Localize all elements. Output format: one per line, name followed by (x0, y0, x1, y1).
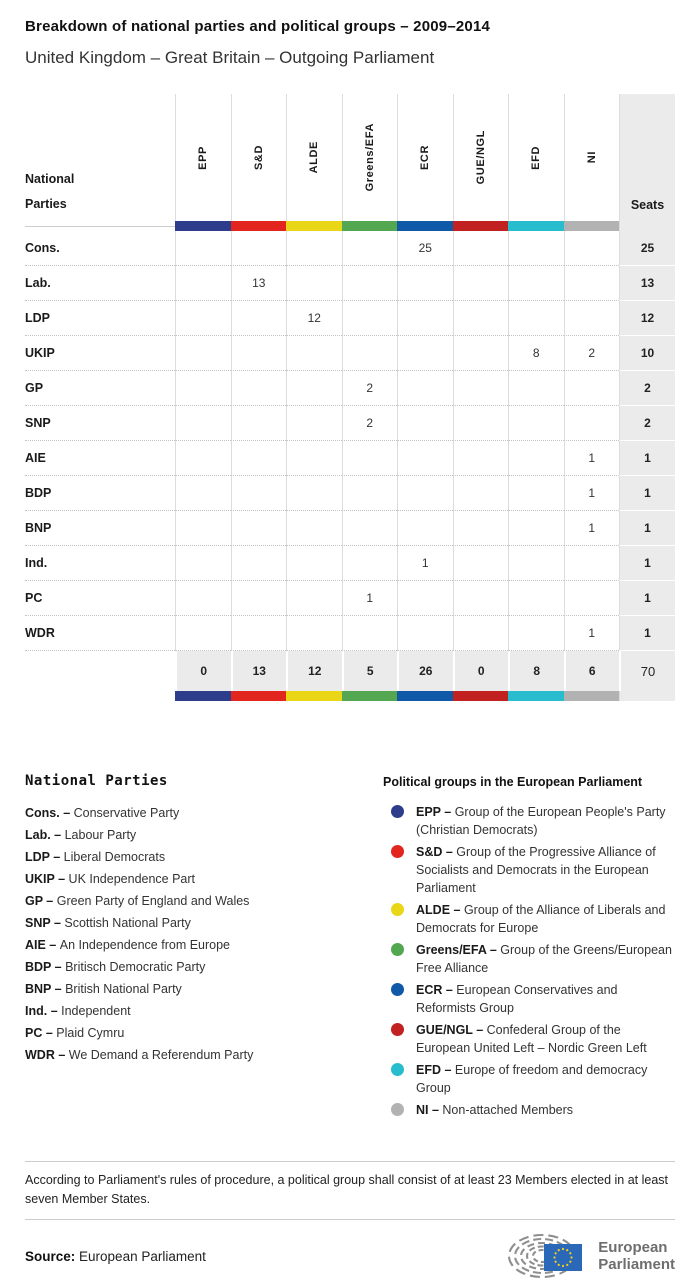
table-row (25, 581, 675, 616)
group-seat-cell (286, 371, 342, 406)
page-title: Breakdown of national parties and political groups – 2009–2014 (25, 18, 491, 35)
group-seat-cell (453, 511, 509, 546)
header-underline (25, 221, 175, 231)
party-label: Lab. (25, 266, 175, 301)
group-seat-cell (564, 301, 620, 336)
group-total-cell: 8 (508, 651, 564, 691)
footnote-text: According to Parliament's rules of procedure, a political group shall consist of at least 23 Members elected in at least seven Member States. (25, 1173, 668, 1206)
group-seat-cell (397, 266, 453, 301)
political-group-legend-item: Greens/EFA – Group of the Greens/European Free Alliance (383, 941, 675, 977)
group-seat-cell (342, 231, 398, 266)
seats-column-header: Seats (619, 94, 675, 221)
group-seat-cell (397, 616, 453, 651)
source-value: European Parliament (79, 1248, 206, 1264)
group-seat-cell (397, 406, 453, 441)
group-seat-cell: 1 (397, 546, 453, 581)
group-seat-cell (564, 371, 620, 406)
political-group-legend-item: NI – Non-attached Members (383, 1101, 675, 1119)
row-seats-total: 1 (619, 511, 675, 546)
party-label: WDR (25, 616, 175, 651)
group-seat-cell (286, 511, 342, 546)
group-column-header: GUE/NGL (453, 94, 509, 221)
group-seat-cell (175, 581, 231, 616)
group-color-bar (175, 221, 231, 231)
group-seat-cell: 2 (342, 406, 398, 441)
group-seat-cell: 12 (286, 301, 342, 336)
footnote-rule-bottom (25, 1219, 675, 1220)
group-seat-cell (453, 266, 509, 301)
group-color-dot (391, 1023, 404, 1036)
group-seat-cell (508, 441, 564, 476)
group-seat-cell (453, 581, 509, 616)
row-seats-total: 1 (619, 616, 675, 651)
party-label: BDP (25, 476, 175, 511)
group-seat-cell: 1 (564, 476, 620, 511)
group-seat-cell (175, 511, 231, 546)
table-row (25, 336, 675, 371)
group-color-bar (564, 691, 620, 701)
group-color-dot (391, 845, 404, 858)
row-seats-total: 10 (619, 336, 675, 371)
group-seat-cell (342, 301, 398, 336)
logo-wordmark: European Parliament (598, 1239, 675, 1273)
row-seats-total: 2 (619, 371, 675, 406)
party-label: LDP (25, 301, 175, 336)
group-column-header: EFD (508, 94, 564, 221)
table-row (25, 476, 675, 511)
row-seats-total: 1 (619, 581, 675, 616)
national-party-legend-item: Ind. – Independent (25, 1004, 131, 1018)
row-seats-total: 2 (619, 406, 675, 441)
group-seat-cell (508, 371, 564, 406)
political-group-legend-item: GUE/NGL – Confederal Group of the European United Left – Nordic Green Left (383, 1021, 675, 1057)
group-seat-cell (342, 616, 398, 651)
group-seat-cell (564, 546, 620, 581)
group-total-cell: 0 (175, 651, 231, 691)
group-column-header: ALDE (286, 94, 342, 221)
group-seat-cell (286, 546, 342, 581)
table-row (25, 301, 675, 336)
group-seat-cell (286, 581, 342, 616)
group-seat-cell (175, 441, 231, 476)
national-party-legend-item: UKIP – UK Independence Part (25, 872, 196, 886)
group-seat-cell (231, 371, 287, 406)
political-groups-legend-items (383, 803, 675, 1119)
group-seat-cell (231, 546, 287, 581)
group-seat-cell: 1 (342, 581, 398, 616)
group-color-bar (508, 691, 564, 701)
bottom-bar-spacer (25, 691, 175, 701)
seats-bar-spacer (619, 221, 675, 231)
group-color-bar-top (25, 221, 675, 231)
table-row (25, 441, 675, 476)
group-seat-cell: 13 (231, 266, 287, 301)
row-seats-total: 13 (619, 266, 675, 301)
party-label: Cons. (25, 231, 175, 266)
table-row (25, 371, 675, 406)
group-seat-cell (453, 301, 509, 336)
party-label: BNP (25, 511, 175, 546)
group-color-bar (342, 691, 398, 701)
group-seat-cell (564, 266, 620, 301)
group-seat-cell (508, 546, 564, 581)
group-color-bar (508, 221, 564, 231)
national-party-legend-item: WDR – We Demand a Referendum Party (25, 1048, 254, 1062)
group-seat-cell (508, 511, 564, 546)
table-body (25, 231, 675, 651)
source-label: Source: (25, 1248, 76, 1264)
party-label: PC (25, 581, 175, 616)
group-color-dot (391, 1103, 404, 1116)
legend-section (25, 773, 675, 1123)
group-seat-cell (508, 266, 564, 301)
table-row (25, 616, 675, 651)
group-seat-cell: 1 (564, 616, 620, 651)
group-seat-cell: 8 (508, 336, 564, 371)
parliament-hemicycle-icon (504, 1230, 590, 1282)
group-seat-cell: 2 (564, 336, 620, 371)
table-row (25, 546, 675, 581)
group-seat-cell (175, 476, 231, 511)
group-color-bar (453, 691, 509, 701)
group-seat-cell (175, 616, 231, 651)
national-parties-legend-heading: National Parties (25, 773, 168, 789)
national-party-legend-item: GP – Green Party of England and Wales (25, 894, 250, 908)
group-seat-cell (231, 476, 287, 511)
party-label: SNP (25, 406, 175, 441)
table-header-row (25, 94, 675, 221)
corner-label: National Parties (25, 172, 75, 211)
group-color-bar (397, 221, 453, 231)
table-row (25, 511, 675, 546)
group-seat-cell (397, 301, 453, 336)
political-group-legend-item: ECR – European Conservatives and Reformists Group (383, 981, 675, 1017)
group-seat-cell (453, 441, 509, 476)
group-seat-cell (397, 476, 453, 511)
group-seat-cell (286, 476, 342, 511)
group-color-bar-bottom (25, 691, 675, 701)
group-color-bar (286, 691, 342, 701)
group-seat-cell (342, 511, 398, 546)
european-parliament-logo (504, 1230, 675, 1282)
group-seat-cell (231, 336, 287, 371)
group-total-cell: 13 (231, 651, 287, 691)
group-seat-cell (508, 616, 564, 651)
page-subtitle: United Kingdom – Great Britain – Outgoing Parliament (25, 48, 435, 67)
group-seat-cell: 25 (397, 231, 453, 266)
group-total-cell: 12 (286, 651, 342, 691)
national-parties-legend-items (25, 802, 355, 1066)
political-group-legend-item: ALDE – Group of the Alliance of Liberals and Democrats for Europe (383, 901, 675, 937)
group-seat-cell (453, 616, 509, 651)
group-seat-cell (286, 336, 342, 371)
group-seat-cell (231, 231, 287, 266)
party-label: AIE (25, 441, 175, 476)
group-seat-cell: 1 (564, 511, 620, 546)
political-groups-legend-heading: Political groups in the European Parliament (383, 775, 643, 789)
group-total-cell: 6 (564, 651, 620, 691)
group-seat-cell (564, 581, 620, 616)
group-column-header: Greens/EFA (342, 94, 398, 221)
group-total-cell: 26 (397, 651, 453, 691)
group-seat-cell (397, 581, 453, 616)
group-color-dot (391, 1063, 404, 1076)
group-seat-cell (453, 406, 509, 441)
group-color-bar (397, 691, 453, 701)
table-row (25, 406, 675, 441)
row-seats-total: 1 (619, 476, 675, 511)
group-color-bar (231, 221, 287, 231)
group-seat-cell (342, 441, 398, 476)
group-color-bar (175, 691, 231, 701)
group-color-bar (342, 221, 398, 231)
group-seat-cell (286, 441, 342, 476)
totals-row (25, 651, 675, 691)
group-seat-cell (175, 546, 231, 581)
group-seat-cell (286, 616, 342, 651)
group-seat-cell (453, 371, 509, 406)
group-column-header: ECR (397, 94, 453, 221)
group-color-dot (391, 805, 404, 818)
group-seat-cell (175, 301, 231, 336)
seats-bar-spacer-bottom (619, 691, 675, 701)
group-seat-cell (231, 511, 287, 546)
group-seat-cell (508, 406, 564, 441)
group-color-bar (453, 221, 509, 231)
group-seat-cell (453, 231, 509, 266)
group-seat-cell (286, 231, 342, 266)
row-seats-total: 12 (619, 301, 675, 336)
group-seat-cell (342, 546, 398, 581)
group-color-bar (286, 221, 342, 231)
group-seat-cell (175, 266, 231, 301)
group-seat-cell (508, 301, 564, 336)
group-color-bar (564, 221, 620, 231)
national-party-legend-item: Lab. – Labour Party (25, 828, 137, 842)
group-seat-cell (453, 546, 509, 581)
row-seats-total: 1 (619, 441, 675, 476)
group-seat-cell (397, 511, 453, 546)
group-seat-cell (564, 406, 620, 441)
group-color-dot (391, 903, 404, 916)
party-label: GP (25, 371, 175, 406)
row-seats-total: 1 (619, 546, 675, 581)
group-column-header: EPP (175, 94, 231, 221)
source-line (25, 1249, 206, 1264)
group-seat-cell (175, 371, 231, 406)
group-seat-cell (508, 231, 564, 266)
group-seat-cell (231, 301, 287, 336)
group-seat-cell: 2 (342, 371, 398, 406)
footnote-rule-top (25, 1161, 675, 1162)
national-party-legend-item: PC – Plaid Cymru (25, 1026, 125, 1040)
group-seat-cell (342, 336, 398, 371)
national-party-legend-item: SNP – Scottish National Party (25, 916, 191, 930)
national-party-legend-item: BDP – Britisch Democratic Party (25, 960, 206, 974)
group-seat-cell (397, 336, 453, 371)
group-total-cell: 0 (453, 651, 509, 691)
group-color-bar (231, 691, 287, 701)
group-seat-cell (453, 336, 509, 371)
table-row (25, 231, 675, 266)
table-row (25, 266, 675, 301)
group-seat-cell (397, 371, 453, 406)
group-column-header: NI (564, 94, 620, 221)
group-seat-cell (342, 476, 398, 511)
party-label: Ind. (25, 546, 175, 581)
group-seat-cell (286, 406, 342, 441)
national-party-legend-item: AIE – An Independence from Europe (25, 938, 231, 952)
group-seat-cell (397, 441, 453, 476)
group-seat-cell (175, 336, 231, 371)
row-seats-total: 25 (619, 231, 675, 266)
group-seat-cell (453, 476, 509, 511)
group-color-dot (391, 943, 404, 956)
group-color-dot (391, 983, 404, 996)
group-seat-cell (175, 231, 231, 266)
group-column-header: S&D (231, 94, 287, 221)
national-party-legend-item: BNP – British National Party (25, 982, 182, 996)
group-seat-cell (231, 581, 287, 616)
political-groups-legend (383, 773, 675, 1123)
footer (25, 1230, 675, 1282)
party-label: UKIP (25, 336, 175, 371)
group-seat-cell (564, 231, 620, 266)
national-party-legend-item: LDP – Liberal Democrats (25, 850, 166, 864)
group-seat-cell (508, 581, 564, 616)
total-seats-cell: 70 (619, 651, 675, 691)
group-seat-cell (286, 266, 342, 301)
group-seat-cell (342, 266, 398, 301)
group-seat-cell (508, 476, 564, 511)
political-group-legend-item: EFD – Europe of freedom and democracy Group (383, 1061, 675, 1097)
group-total-cell: 5 (342, 651, 398, 691)
political-group-legend-item: EPP – Group of the European People's Party (Christian Democrats) (383, 803, 675, 839)
totals-label-spacer (25, 651, 175, 691)
national-party-legend-item: Cons. – Conservative Party (25, 806, 180, 820)
group-seat-cell (231, 441, 287, 476)
political-group-legend-item: S&D – Group of the Progressive Alliance of Socialists and Democrats in the European Parliament (383, 843, 675, 897)
seats-table (25, 94, 675, 701)
group-seat-cell (231, 406, 287, 441)
national-parties-legend (25, 773, 355, 1123)
group-seat-cell (231, 616, 287, 651)
group-seat-cell (175, 406, 231, 441)
group-seat-cell: 1 (564, 441, 620, 476)
